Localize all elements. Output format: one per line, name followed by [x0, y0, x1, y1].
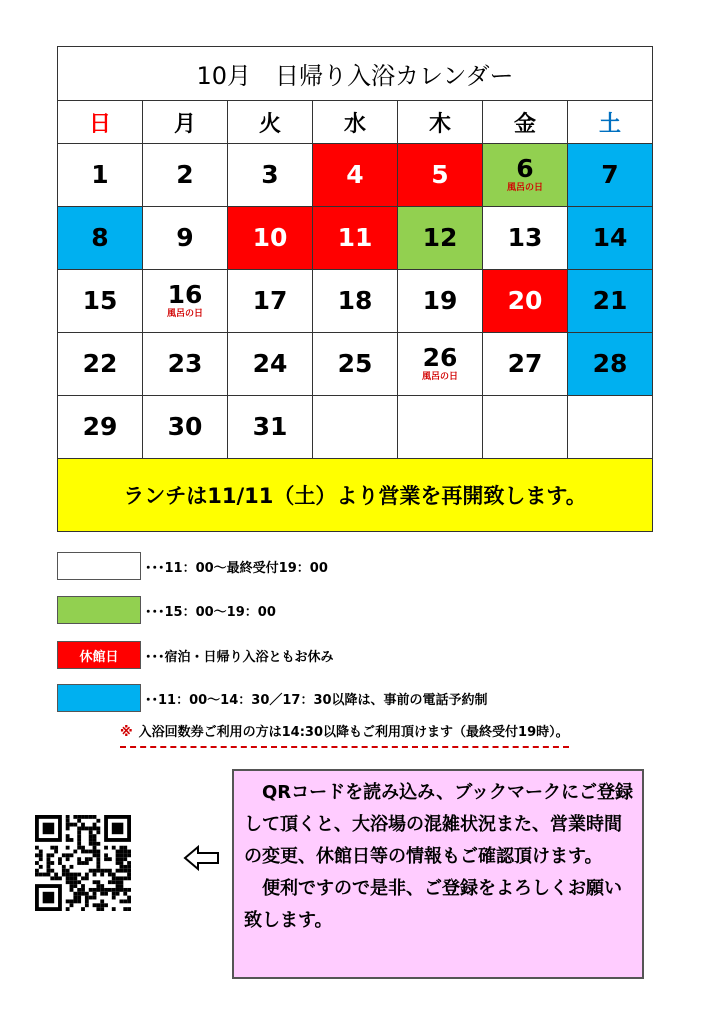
calendar-empty-cell — [568, 396, 653, 459]
calendar-week-row — [58, 396, 653, 459]
day-number: 6 — [516, 154, 534, 183]
calendar-day — [143, 333, 228, 396]
weekday-header: 日 — [58, 101, 143, 144]
calendar-day — [143, 207, 228, 270]
weekday-header: 木 — [398, 101, 483, 144]
calendar-day — [58, 144, 143, 207]
calendar-day — [568, 333, 653, 396]
weekday-header: 水 — [313, 101, 398, 144]
calendar-day — [58, 207, 143, 270]
calendar-day — [58, 270, 143, 333]
calendar-empty-cell — [483, 396, 568, 459]
day-number: 20 — [507, 286, 543, 315]
footnote-text: 入浴回数券ご利用の方は14:30以降もご利用頂けます（最終受付19時）。 — [138, 725, 569, 740]
day-number: 12 — [422, 223, 458, 252]
day-number: 25 — [337, 349, 373, 378]
day-number: 31 — [252, 412, 288, 441]
calendar-empty-cell — [313, 396, 398, 459]
calendar-day — [143, 144, 228, 207]
weekday-header: 金 — [483, 101, 568, 144]
legend-swatch — [57, 596, 141, 624]
legend-row — [57, 551, 328, 581]
calendar-day — [313, 333, 398, 396]
calendar-day — [228, 270, 313, 333]
calendar-empty-cell — [398, 396, 483, 459]
footnote — [120, 721, 569, 748]
day-number: 10 — [252, 223, 288, 252]
day-number: 7 — [601, 160, 619, 189]
legend-row — [57, 595, 276, 625]
weekday-header: 火 — [228, 101, 313, 144]
day-number: 18 — [337, 286, 373, 315]
legend-text: ･･･宿泊・日帰り入浴ともお休み — [145, 649, 334, 665]
legend-text: ･･･15：00～19：00 — [145, 604, 276, 620]
day-number: 27 — [507, 349, 543, 378]
calendar-day — [568, 270, 653, 333]
calendar-week-row — [58, 207, 653, 270]
calendar-day — [483, 333, 568, 396]
day-number: 2 — [176, 160, 194, 189]
calendar-day — [398, 270, 483, 333]
calendar-week-row — [58, 270, 653, 333]
lunch-notice: ランチは11/11（土）より営業を再開致します。 — [58, 459, 653, 532]
day-number: 29 — [82, 412, 118, 441]
calendar-day — [228, 396, 313, 459]
info-paragraph-2: 便利ですので是非、ご登録をよろしくお願い致します。 — [244, 878, 622, 931]
calendar-day — [143, 270, 228, 333]
day-number: 19 — [422, 286, 458, 315]
calendar-day — [568, 207, 653, 270]
calendar-week-row — [58, 333, 653, 396]
calendar-title: 10月 日帰り入浴カレンダー — [58, 47, 653, 101]
day-number: 14 — [592, 223, 628, 252]
day-number: 9 — [176, 223, 194, 252]
weekday-header: 土 — [568, 101, 653, 144]
day-number: 1 — [91, 160, 109, 189]
calendar-day — [228, 207, 313, 270]
calendar-day — [568, 144, 653, 207]
day-number: 11 — [337, 223, 373, 252]
day-number: 8 — [91, 223, 109, 252]
calendar-day — [228, 333, 313, 396]
weekday-header: 月 — [143, 101, 228, 144]
calendar-day — [58, 333, 143, 396]
day-number: 21 — [592, 286, 628, 315]
arrow-left-outline-icon — [182, 843, 222, 873]
bath-day-note: 風呂の日 — [166, 309, 203, 319]
weekday-header-row — [58, 101, 653, 144]
calendar-day — [313, 207, 398, 270]
bath-day-note: 風呂の日 — [506, 183, 543, 193]
bath-day-note: 風呂の日 — [421, 372, 458, 382]
day-number: 22 — [82, 349, 118, 378]
calendar-week-row — [58, 144, 653, 207]
day-number: 28 — [592, 349, 628, 378]
legend-swatch — [57, 552, 141, 580]
legend-row — [57, 683, 488, 713]
calendar-day — [313, 270, 398, 333]
info-paragraph-1: QRコードを読み込み、ブックマークにご登録して頂くと、大浴場の混雑状況また、営業時間の変更、休館日等の情報もご確認頂けます。 — [244, 782, 633, 867]
qr-code-icon — [27, 815, 139, 911]
calendar-day — [398, 207, 483, 270]
footnote-mark: ※ — [120, 725, 133, 740]
day-number: 3 — [261, 160, 279, 189]
calendar-day — [483, 144, 568, 207]
calendar-day — [143, 396, 228, 459]
day-number: 15 — [82, 286, 118, 315]
legend-text: ･･11：00～14：30／17：30以降は、事前の電話予約制 — [145, 692, 488, 708]
day-number: 4 — [346, 160, 364, 189]
legend-row — [57, 640, 334, 670]
calendar-day — [483, 270, 568, 333]
day-number: 16 — [167, 280, 203, 309]
calendar-weeks — [58, 144, 653, 459]
day-number: 13 — [507, 223, 543, 252]
day-number: 5 — [431, 160, 449, 189]
day-number: 26 — [422, 343, 458, 372]
calendar-day — [483, 207, 568, 270]
legend-swatch — [57, 684, 141, 712]
calendar-day — [58, 396, 143, 459]
day-number: 23 — [167, 349, 203, 378]
calendar-day — [228, 144, 313, 207]
legend-text: ･･･11：00～最終受付19：00 — [145, 560, 328, 576]
day-number: 30 — [167, 412, 203, 441]
calendar-table — [57, 46, 653, 532]
calendar-day — [313, 144, 398, 207]
calendar-day — [398, 333, 483, 396]
legend-swatch: 休館日 — [57, 641, 141, 669]
calendar-day — [398, 144, 483, 207]
day-number: 24 — [252, 349, 288, 378]
bookmark-info-box — [232, 769, 644, 979]
day-number: 17 — [252, 286, 288, 315]
